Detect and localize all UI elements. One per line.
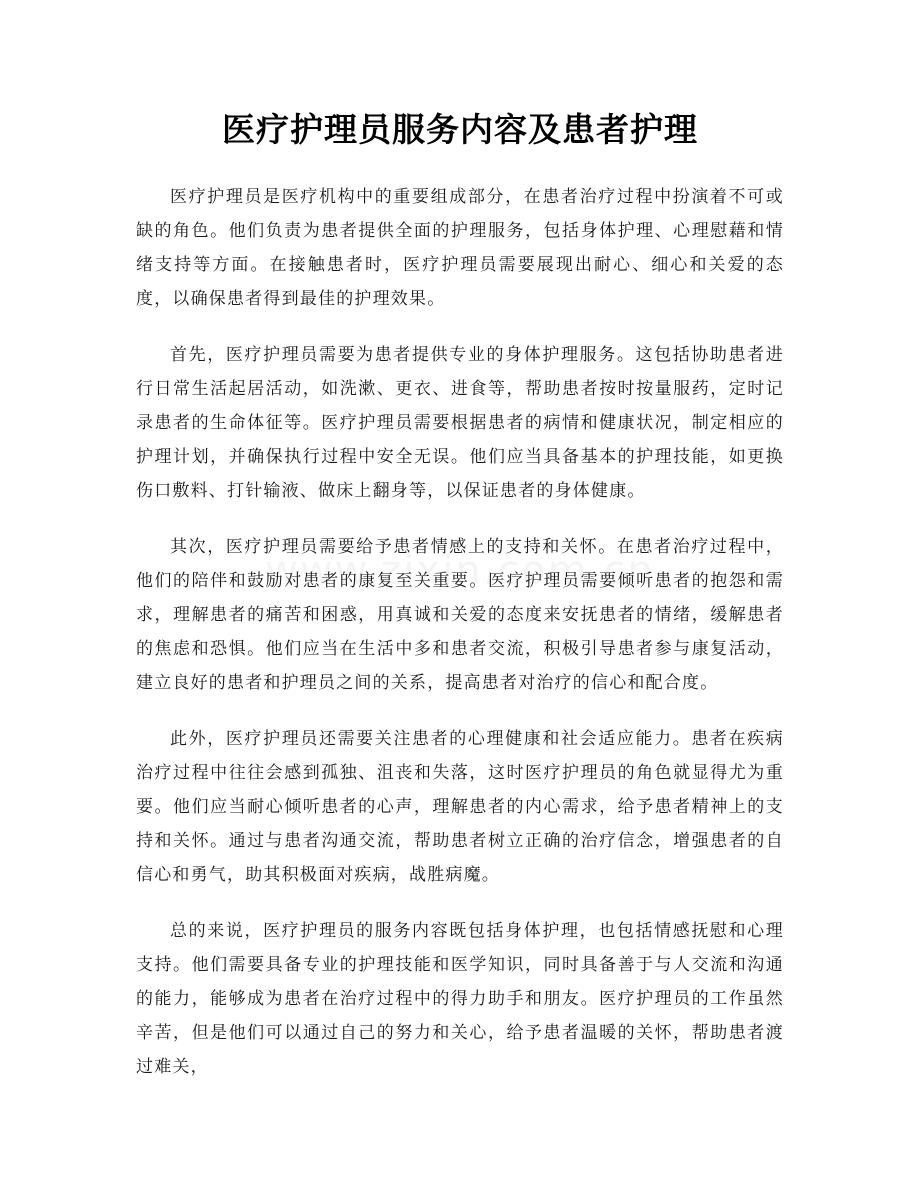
paragraph-5: 总的来说，医疗护理员的服务内容既包括身体护理，也包括情感抚慰和心理支持。他们需要具备专业的护理技能和医学知识，同时具备善于与人交流和沟通的能力，能够成为患者在治疗过程中的得力助手和朋友。医疗护理员的工作虽然辛苦，但是他们可以通过自己的努力和关心，给予患者温暖的关怀，帮助患者渡过难关， <box>136 921 784 1077</box>
paragraph-2: 首先，医疗护理员需要为患者提供专业的身体护理服务。这包括协助患者进行日常生活起居活动，如洗漱、更衣、进食等，帮助患者按时按量服药，定时记录患者的生命体征等。医疗护理员需要根据患者的病情和健康状况，制定相应的护理计划，并确保执行过程中安全无误。他们应当具备基本的护理技能，如更换伤口敷料、打针输液、做床上翻身等，以保证患者的身体健康。 <box>136 345 784 501</box>
paragraph-3: 其次，医疗护理员需要给予患者情感上的支持和关怀。在患者治疗过程中，他们的陪伴和鼓励对患者的康复至关重要。医疗护理员需要倾听患者的抱怨和需求，理解患者的痛苦和困惑，用真诚和关爱的态度来安抚患者的情绪，缓解患者的焦虑和恐惧。他们应当在生活中多和患者交流，积极引导患者参与康复活动，建立良好的患者和护理员之间的关系，提高患者对治疗的信心和配合度。 <box>136 537 784 693</box>
paragraph-1: 医疗护理员是医疗机构中的重要组成部分，在患者治疗过程中扮演着不可或缺的角色。他们负责为患者提供全面的护理服务，包括身体护理、心理慰藉和情绪支持等方面。在接触患者时，医疗护理员需要展现出耐心、细心和关爱的态度，以确保患者得到最佳的护理效果。 <box>136 187 784 309</box>
paragraph-4: 此外，医疗护理员还需要关注患者的心理健康和社会适应能力。患者在疾病治疗过程中往往会感到孤独、沮丧和失落，这时医疗护理员的角色就显得尤为重要。他们应当耐心倾听患者的心声，理解患者的内心需求，给予患者精神上的支持和关怀。通过与患者沟通交流，帮助患者树立正确的治疗信念，增强患者的自信心和勇气，助其积极面对疾病，战胜病魔。 <box>136 729 784 885</box>
document-title: 医疗护理员服务内容及患者护理 <box>222 110 698 149</box>
document-body <box>136 180 784 1106</box>
